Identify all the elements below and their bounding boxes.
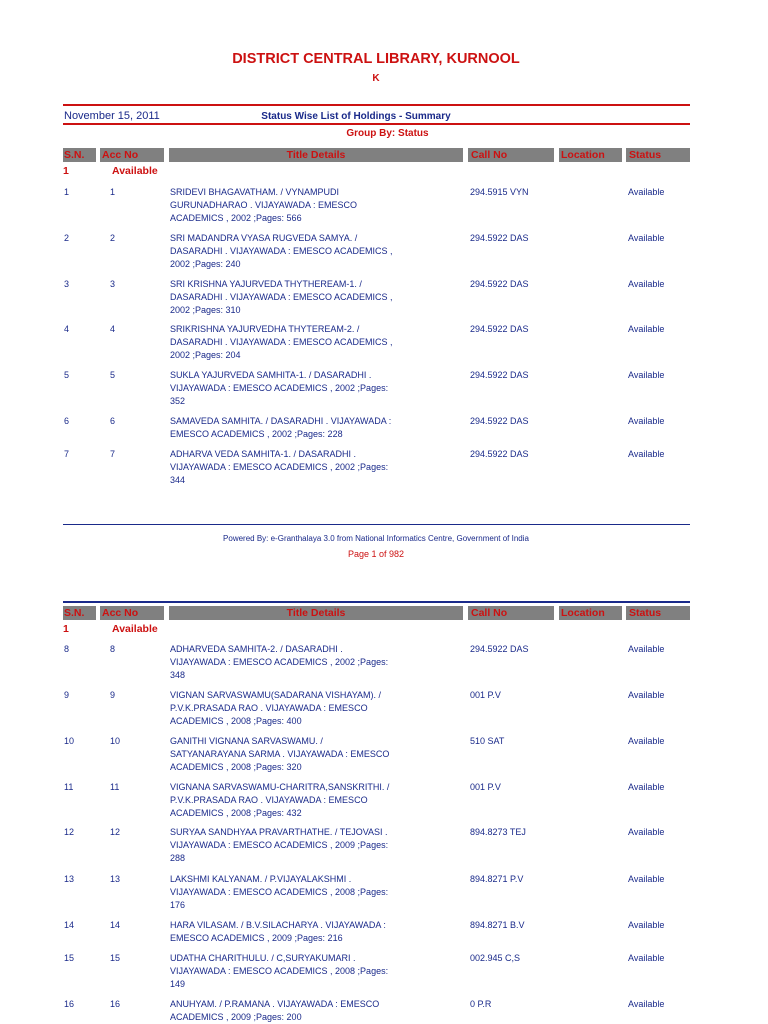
cell-acc: 8 (110, 644, 116, 654)
cell-title (170, 643, 440, 682)
cell-status: Available (628, 827, 665, 837)
cell-sn: 4 (64, 324, 70, 334)
group-by-label: Group By: Status (346, 128, 429, 139)
title-line: GURUNADHARAO . VIJAYAWADA : EMESCO (170, 200, 358, 210)
col-sn: S.N. (64, 607, 85, 619)
cell-sn: 10 (64, 736, 75, 746)
title-line: ANUHYAM. / P.RAMANA . VIJAYAWADA : EMESCO (170, 999, 380, 1009)
cell-status: Available (628, 187, 665, 197)
cell-call: 294.5922 DAS (470, 324, 529, 334)
cell-sn: 15 (64, 953, 75, 963)
cell-acc: 12 (110, 827, 121, 837)
cell-sn: 8 (64, 644, 70, 654)
cell-title (170, 323, 440, 362)
title-line: EMESCO ACADEMICS , 2009 ;Pages: 216 (170, 933, 343, 943)
cell-title (170, 826, 440, 865)
cell-status: Available (628, 449, 665, 459)
cell-call: 510 SAT (470, 736, 505, 746)
cell-acc: 11 (110, 782, 120, 792)
cell-title (170, 689, 440, 728)
title-line: HARA VILASAM. / B.V.SILACHARYA . VIJAYAWADA : (170, 920, 386, 930)
cell-sn: 2 (64, 233, 70, 243)
title-line: DASARADHI . VIJAYAWADA : EMESCO ACADEMICS , (170, 246, 393, 256)
cell-call: 294.5922 DAS (470, 416, 529, 426)
cell-title (170, 448, 440, 487)
cell-acc: 4 (110, 324, 116, 334)
title-line: 2002 ;Pages: 240 (170, 259, 241, 269)
title-line: VIJAYAWADA : EMESCO ACADEMICS , 2002 ;Pages: (170, 383, 389, 393)
title-line: LAKSHMI KALYANAM. / P.VIJAYALAKSHMI . (170, 874, 352, 884)
col-sn: S.N. (64, 149, 85, 161)
title-line: DASARADHI . VIJAYAWADA : EMESCO ACADEMICS , (170, 292, 393, 302)
library-name: DISTRICT CENTRAL LIBRARY, KURNOOL (232, 51, 520, 67)
cell-call: 894.8273 TEJ (470, 827, 526, 837)
title-line: GANITHI VIGNANA SARVASWAMU. / (170, 736, 323, 746)
cell-status: Available (628, 324, 665, 334)
cell-acc: 5 (110, 370, 116, 380)
col-acc: Acc No (102, 149, 139, 161)
title-line: UDATHA CHARITHULU. / C,SURYAKUMARI . (170, 953, 356, 963)
group-number: 1 (63, 165, 69, 177)
cell-acc: 2 (110, 233, 116, 243)
cell-call: 894.8271 P.V (470, 874, 524, 884)
cell-title (170, 873, 440, 912)
cell-sn: 6 (64, 416, 70, 426)
cell-status: Available (628, 690, 665, 700)
header-rule-bottom (63, 123, 690, 125)
cell-sn: 7 (64, 449, 70, 459)
footer-rule (63, 524, 690, 525)
title-line: 348 (170, 670, 186, 680)
title-line: 288 (170, 853, 186, 863)
cell-status: Available (628, 233, 665, 243)
cell-title (170, 998, 440, 1024)
cell-call: 001 P.V (470, 782, 501, 792)
cell-status: Available (628, 953, 665, 963)
title-line: SRI KRISHNA YAJURVEDA THYTHEREAM-1. / (170, 279, 362, 289)
col-acc: Acc No (102, 607, 139, 619)
title-line: P.V.K.PRASADA RAO . VIJAYAWADA : EMESCO (170, 703, 368, 713)
title-line: VIJAYAWADA : EMESCO ACADEMICS , 2008 ;Pages: (170, 966, 389, 976)
title-line: SUKLA YAJURVEDA SAMHITA-1. / DASARADHI . (170, 370, 372, 380)
cell-call: 894.8271 B.V (470, 920, 525, 930)
cell-title (170, 369, 440, 408)
title-line: ACADEMICS , 2008 ;Pages: 320 (170, 762, 302, 772)
title-line: SRI MADANDRA VYASA RUGVEDA SAMYA. / (170, 233, 358, 243)
cell-sn: 12 (64, 827, 75, 837)
col-location: Location (561, 607, 605, 619)
cell-title (170, 415, 440, 441)
cell-acc: 14 (110, 920, 121, 930)
title-line: SAMAVEDA SAMHITA. / DASARADHI . VIJAYAWADA : (170, 416, 392, 426)
title-line: ACADEMICS , 2008 ;Pages: 400 (170, 716, 302, 726)
report-title: Status Wise List of Holdings - Summary (261, 111, 451, 122)
title-line: SURYAA SANDHYAA PRAVARTHATHE. / TEJOVASI . (170, 827, 388, 837)
cell-status: Available (628, 370, 665, 380)
cell-call: 294.5922 DAS (470, 370, 529, 380)
cell-title (170, 952, 440, 991)
title-line: VIJAYAWADA : EMESCO ACADEMICS , 2008 ;Pages: (170, 887, 389, 897)
cell-status: Available (628, 874, 665, 884)
cell-acc: 9 (110, 690, 116, 700)
cell-acc: 7 (110, 449, 116, 459)
cell-acc: 16 (110, 999, 121, 1009)
cell-sn: 11 (64, 782, 74, 792)
cell-acc: 15 (110, 953, 121, 963)
cell-sn: 9 (64, 690, 70, 700)
title-line: 149 (170, 979, 186, 989)
cell-status: Available (628, 782, 665, 792)
cell-call: 294.5915 VYN (470, 187, 529, 197)
title-line: 2002 ;Pages: 204 (170, 350, 241, 360)
col-location: Location (561, 149, 605, 161)
cell-status: Available (628, 644, 665, 654)
title-line: ACADEMICS , 2009 ;Pages: 200 (170, 1012, 302, 1022)
title-line: EMESCO ACADEMICS , 2002 ;Pages: 228 (170, 429, 343, 439)
title-line: 352 (170, 396, 186, 406)
report-date: November 15, 2011 (64, 110, 160, 122)
cell-call: 294.5922 DAS (470, 233, 529, 243)
col-status: Status (629, 607, 662, 619)
col-status: Status (629, 149, 662, 161)
cell-sn: 1 (64, 187, 70, 197)
title-line: VIJAYAWADA : EMESCO ACADEMICS , 2002 ;Pages: (170, 462, 389, 472)
page-number: Page 1 of 982 (347, 549, 405, 559)
group-label: Available (112, 623, 158, 635)
col-call: Call No (471, 149, 508, 161)
cell-call: 002.945 C,S (470, 953, 521, 963)
cell-status: Available (628, 279, 665, 289)
group-number: 1 (63, 623, 69, 635)
cell-title (170, 735, 440, 774)
cell-acc: 10 (110, 736, 121, 746)
title-line: VIGNAN SARVASWAMU(SADARANA VISHAYAM). / (170, 690, 382, 700)
col-title: Title Details (286, 607, 346, 619)
cell-status: Available (628, 999, 665, 1009)
title-line: ADHARVEDA SAMHITA-2. / DASARADHI . (170, 644, 343, 654)
cell-call: 294.5922 DAS (470, 644, 529, 654)
group-label: Available (112, 165, 158, 177)
header-rule-top (63, 104, 690, 106)
cell-acc: 13 (110, 874, 121, 884)
title-line: P.V.K.PRASADA RAO . VIJAYAWADA : EMESCO (170, 795, 368, 805)
title-line: DASARADHI . VIJAYAWADA : EMESCO ACADEMICS , (170, 337, 393, 347)
cell-call: 294.5922 DAS (470, 449, 529, 459)
cell-call: 0 P.R (470, 999, 492, 1009)
title-line: 176 (170, 900, 186, 910)
cell-call: 294.5922 DAS (470, 279, 529, 289)
title-line: ACADEMICS , 2002 ;Pages: 566 (170, 213, 302, 223)
cell-acc: 1 (110, 187, 116, 197)
cell-acc: 6 (110, 416, 116, 426)
title-line: VIJAYAWADA : EMESCO ACADEMICS , 2002 ;Pages: (170, 657, 389, 667)
cell-status: Available (628, 920, 665, 930)
cell-title (170, 781, 440, 820)
cell-title (170, 186, 440, 225)
powered-by: Powered By: e-Granthalaya 3.0 from National Informatics Centre, Government of India (223, 534, 529, 543)
cell-sn: 5 (64, 370, 70, 380)
cell-sn: 16 (64, 999, 75, 1009)
title-line: ACADEMICS , 2008 ;Pages: 432 (170, 808, 302, 818)
cell-sn: 14 (64, 920, 75, 930)
index-letter: K (372, 73, 380, 84)
title-line: VIGNANA SARVASWAMU-CHARITRA,SANSKRITHI. / (170, 782, 390, 792)
title-line: SRIKRISHNA YAJURVEDHA THYTEREAM-2. / (170, 324, 360, 334)
title-line: SRIDEVI BHAGAVATHAM. / VYNAMPUDI (170, 187, 340, 197)
cell-acc: 3 (110, 279, 116, 289)
title-line: SATYANARAYANA SARMA . VIJAYAWADA : EMESCO (170, 749, 390, 759)
cell-status: Available (628, 416, 665, 426)
page2-top-rule (63, 601, 690, 603)
cell-title (170, 919, 440, 945)
col-title: Title Details (286, 149, 346, 161)
title-line: ADHARVA VEDA SAMHITA-1. / DASARADHI . (170, 449, 357, 459)
col-call: Call No (471, 607, 508, 619)
title-line: VIJAYAWADA : EMESCO ACADEMICS , 2009 ;Pages: (170, 840, 389, 850)
cell-sn: 13 (64, 874, 75, 884)
cell-title (170, 232, 440, 271)
title-line: 344 (170, 475, 186, 485)
cell-title (170, 278, 440, 317)
title-line: 2002 ;Pages: 310 (170, 305, 241, 315)
cell-status: Available (628, 736, 665, 746)
cell-call: 001 P.V (470, 690, 501, 700)
cell-sn: 3 (64, 279, 70, 289)
